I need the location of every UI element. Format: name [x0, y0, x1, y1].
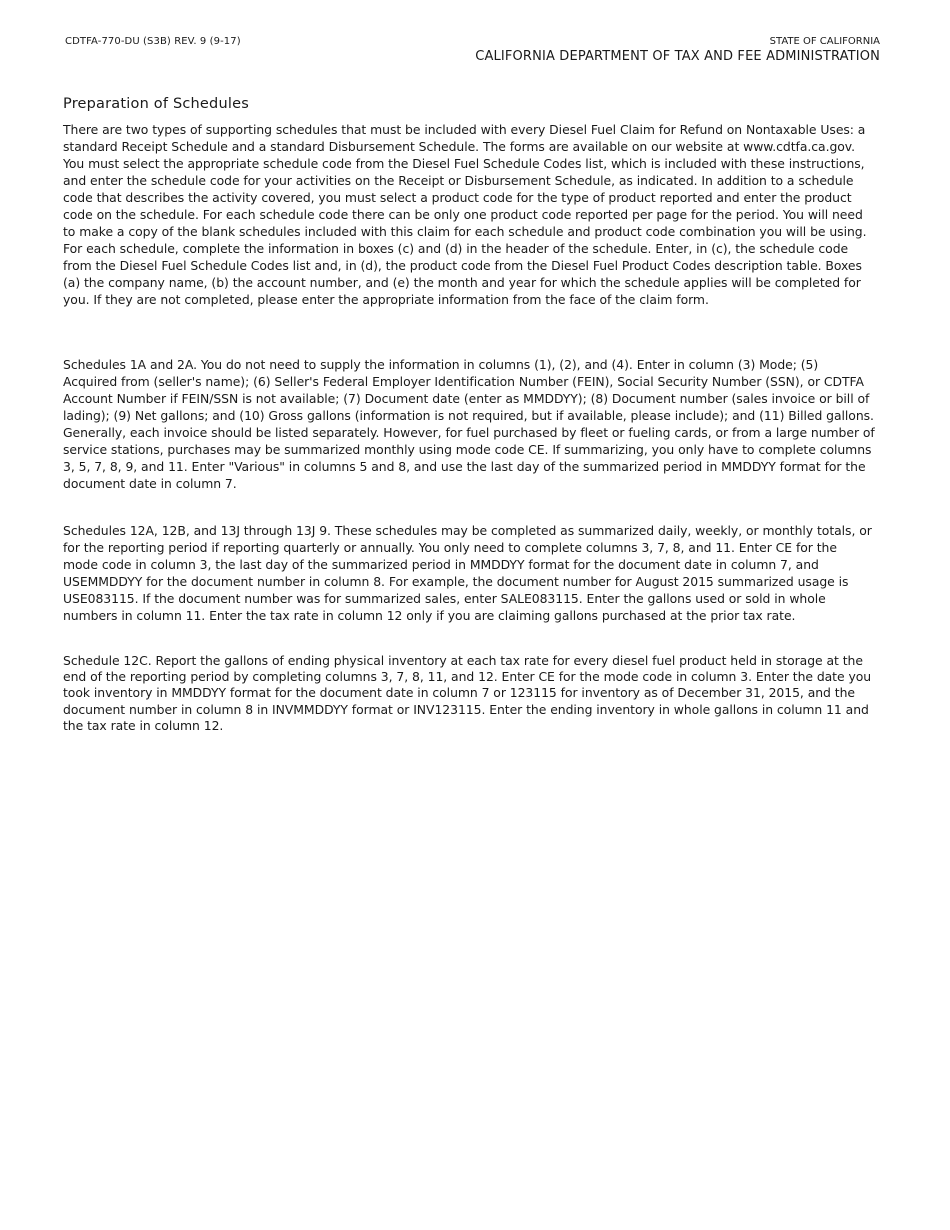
paragraph-schedules-1a-2a: Schedules 1A and 2A. You do not need to supply the information in columns (1), (2), and (4). Enter in column (3) Mode; (5) Acquired from (seller's name); (6) Seller's Federal Employer Identification Number (FEIN), Social Security Number (SSN), or CDTFA Account Number if FEIN/SSN is not available; (7) Document date (enter as MMDDYY); (8) Document number (sales invoice or bill of lading); (9) Net gallons; and (10) Gross gallons (information is not required, but if available, please include); and (11) Billed gallons. Generally, each invoice should be listed separately. However, for fuel purchased by fleet or fueling cards, or from a large number of service stations, purchases may be summarized monthly using mode code CE. If summarizing, you only have to complete columns 3, 5, 7, 8, 9, and 11. Enter "Various" in columns 5 and 8, and use the last day of the summarized period in MMDDYY format for the document date in column 7.: [63, 357, 875, 491]
form-number: CDTFA-770-DU (S3B) REV. 9 (9-17): [65, 36, 241, 47]
state-name: STATE OF CALIFORNIA: [769, 36, 880, 47]
paragraph-schedule-12c: Schedule 12C. Report the gallons of ending physical inventory at each tax rate for every diesel fuel product held in storage at the end of the reporting period by completing columns 3, 7, 8, 11, and 12. Enter CE for the mode code in column 3. Enter the date you took inventory in MMDDYY format for the document date in column 7 or 123115 for inventory as of December 31, 2015, and the document number in column 8 in INVMMDDYY format or INV123115. Enter the ending inventory in whole gallons in column 11 and the tax rate in column 12.: [63, 653, 872, 733]
department-name: CALIFORNIA DEPARTMENT OF TAX AND FEE ADMINISTRATION: [475, 49, 880, 64]
paragraph-preparation: There are two types of supporting schedules that must be included with every Diesel Fuel Claim for Refund on Nontaxable Uses: a standard Receipt Schedule and a standard Disbursement Schedule. The forms are available on our website at www.cdtfa.ca.gov. You must select the appropriate schedule code from the Diesel Fuel Schedule Codes list, which is included with these instructions, and enter the schedule code for your activities on the Receipt or Disbursement Schedule, as indicated. In addition to a schedule code that describes the activity covered, you must select a product code for the type of product reported and enter the product code on the schedule. For each schedule code there can be only one product code reported per page for the period. You will need to make a copy of the blank schedules included with this claim for each schedule and product code combination you will be using. For each schedule, complete the information in boxes (c) and (d) in the header of the schedule. Enter, in (c), the schedule code from the Diesel Fuel Schedule Codes list and, in (d), the product code from the Diesel Fuel Product Codes description table. Boxes (a) the company name, (b) the account number, and (e) the month and year for which the schedule applies will be completed for you. If they are not completed, please enter the appropriate information from the face of the claim form.: [63, 122, 867, 307]
paragraph-schedules-12a-12b-13j: Schedules 12A, 12B, and 13J through 13J 9. These schedules may be completed as summarized daily, weekly, or monthly totals, or for the reporting period if reporting quarterly or annually. You only need to complete columns 3, 7, 8, and 11. Enter CE for the mode code in column 3, the last day of the summarized period in MMDDYY format for the document date in column 7, and USEMMDDYY for the document number in column 8. For example, the document number for August 2015 summarized usage is USE083115. If the document number was for summarized sales, enter SALE083115. Enter the gallons used or sold in whole numbers in column 11. Enter the tax rate in column 12 only if you are claiming gallons purchased at the prior tax rate.: [63, 523, 872, 623]
agency-header: [475, 36, 880, 65]
section-title: Preparation of Schedules: [63, 96, 249, 112]
